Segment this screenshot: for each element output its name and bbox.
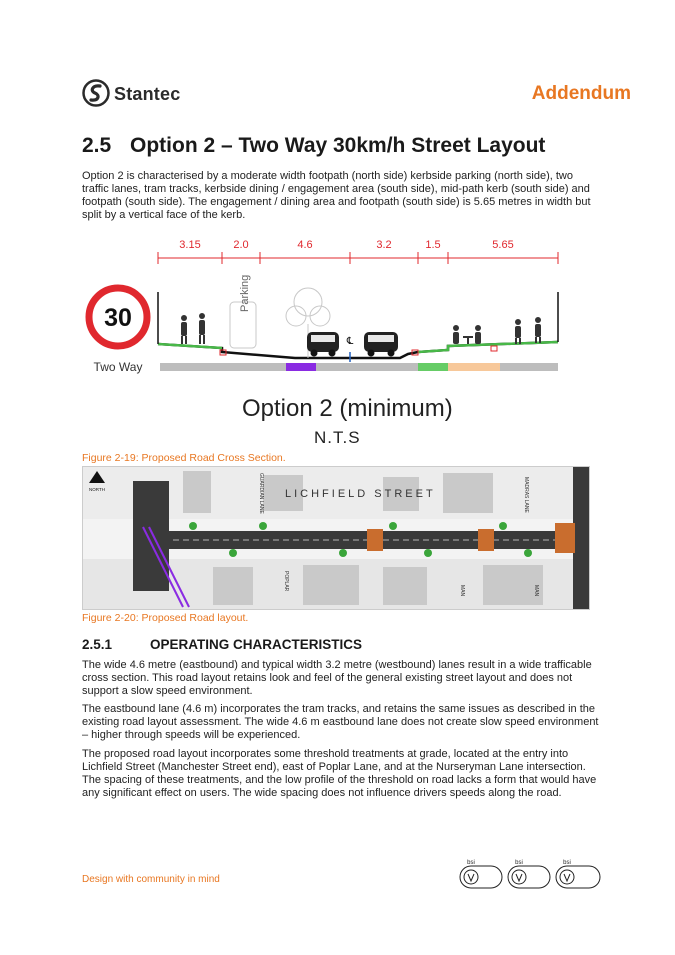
dim-2: 2.0: [233, 239, 249, 251]
cross-section-diagram: [80, 232, 570, 382]
addendum-label: Addendum: [531, 83, 631, 104]
scale-label: N.T.S: [314, 428, 361, 447]
subsection-number: 2.5.1: [82, 637, 113, 652]
side-street-man-2: MAN: [533, 585, 539, 597]
intro-paragraph: Option 2 is characterised by a moderate width footpath (north side) kerbside parking (north side), two traffic lanes, tram tracks, kerbside dining / engagement area (south side), mid-path kerb (south side) and footpath (south side). The engagement / dining area and footpath (south side) is 5.65 metres in width but split by a vertical face of the kerb.: [82, 170, 591, 221]
side-street-man-1: MAN: [459, 585, 465, 597]
dim-5: 1.5: [425, 239, 441, 251]
side-street-poplar: POPLAR: [283, 571, 289, 592]
diners-icon: [453, 317, 541, 344]
cert-label-1: bsi: [467, 860, 475, 866]
cert-label-3: bsi: [563, 860, 571, 866]
stantec-logo-icon: [82, 79, 110, 107]
dim-6: 5.65: [492, 239, 514, 251]
paragraph-2: The eastbound lane (4.6 m) incorporates the tram tracks, and retains the same issues as described in the existing road layout assessment. The wide 4.6 m eastbound lane does not create slow speed environment – higher through speeds will be experienced.: [82, 703, 599, 741]
paragraph-3: The proposed road layout incorporates some threshold treatments at grade, located at the entry into Lichfield Street (Manchester Street end), east of Poplar Lane, and at the Nurseryman Lane intersection. The spacing of these treatments, and the low profile of the threshold on road lacks a form that would have any significant effect on users. The wide spacing does not influence drivers speeds along the road.: [82, 748, 597, 799]
street-label: LICHFIELD STREET: [285, 488, 436, 500]
subsection-heading: [82, 637, 362, 652]
logo-text: Stantec: [114, 84, 181, 104]
section-number: 2.5: [82, 134, 112, 157]
speed-sign-value: 30: [104, 304, 132, 332]
dim-3: 4.6: [297, 239, 313, 251]
certification-badges: [456, 856, 606, 890]
centreline-label: ℄: [346, 336, 354, 347]
car-westbound-icon: [364, 332, 398, 357]
north-label: NORTH: [89, 487, 105, 492]
road-layout-plan: [82, 466, 590, 610]
side-street-madras: MADRAS LANE: [523, 477, 529, 513]
option-title: Option 2 (minimum): [242, 395, 453, 422]
tram-strip: [286, 363, 316, 371]
car-eastbound-icon: [307, 332, 339, 357]
figure-20-caption: Figure 2-20: Proposed Road layout.: [82, 612, 249, 624]
cert-badge-icon: [508, 860, 550, 888]
two-way-label: Two Way: [93, 360, 143, 374]
parking-label: Parking: [239, 274, 251, 312]
cert-label-2: bsi: [515, 860, 523, 866]
pedestrian-icon: [181, 313, 205, 344]
cert-badge-icon: [556, 860, 600, 888]
side-street-guardian: GUARDIAN LANE: [258, 473, 264, 514]
section-heading: [82, 134, 545, 158]
section-title: Option 2 – Two Way 30km/h Street Layout: [130, 134, 546, 157]
footer-tagline: Design with community in mind: [82, 874, 220, 885]
paragraph-1: The wide 4.6 metre (eastbound) and typical width 3.2 metre (westbound) lanes result in a wide trafficable cross section. This road layout retains look and feel of the general existing street layout and does not support a slow speed environment.: [82, 659, 592, 697]
dim-1: 3.15: [179, 239, 201, 251]
dim-4: 3.2: [376, 239, 392, 251]
subsection-title: OPERATING CHARACTERISTICS: [150, 637, 363, 652]
cert-badge-icon: [460, 860, 502, 888]
green-strip: [418, 363, 448, 371]
dining-strip: [448, 363, 500, 371]
figure-19-caption: Figure 2-19: Proposed Road Cross Section.: [82, 452, 286, 464]
